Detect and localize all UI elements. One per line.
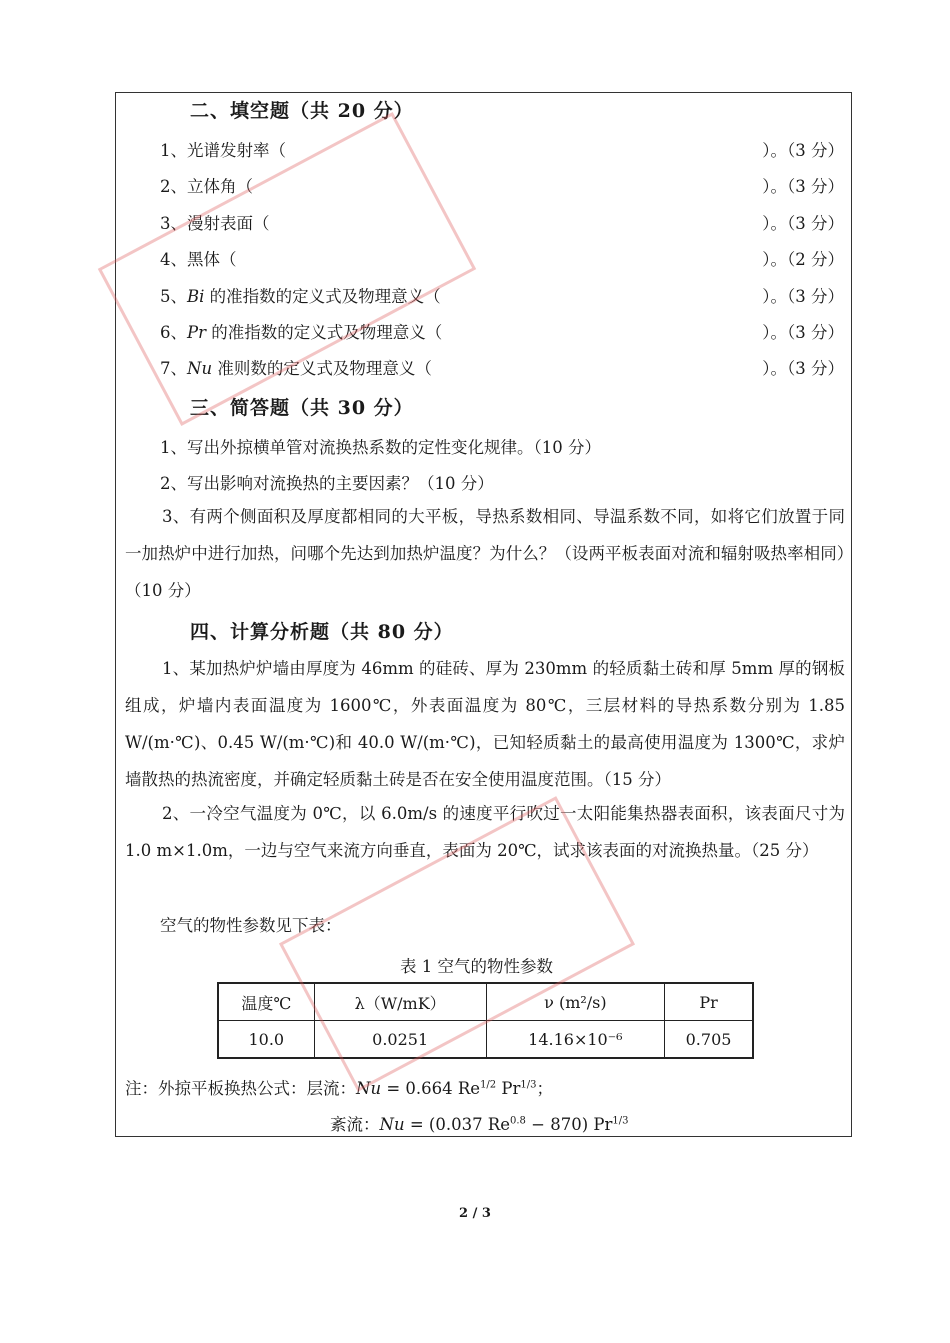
fill-item-5-var: Bi [187, 287, 205, 306]
fill-item-7-var: Nu [187, 359, 213, 378]
calc-question-1 [125, 650, 845, 798]
table-caption: 表 1 空气的物性参数 [400, 957, 553, 976]
section4-title: 四、计算分析题（共 80 分） [190, 621, 454, 643]
fill-item-7-num: 7、 [160, 359, 187, 378]
table-cell: 0.0251 [314, 1021, 486, 1059]
fill-item-3-points: ）。（3 分） [762, 214, 844, 233]
short-answer-3 [125, 498, 845, 609]
turb-exp2: 1/3 [612, 1115, 629, 1127]
laminar-exp1: 1/2 [480, 1079, 497, 1091]
laminar-lhs: Nu [356, 1079, 382, 1098]
page-number: 2 / 3 [459, 1206, 491, 1221]
short-answer-1: 1、写出外掠横单管对流换热系数的定性变化规律。（10 分） [160, 438, 601, 457]
fill-item-5-rest: 的准指数的定义式及物理意义（ [204, 287, 441, 306]
fill-item-5-num: 5、 [160, 287, 187, 306]
laminar-end: ； [536, 1079, 553, 1098]
short-answer-3-text: 3、有两个侧面积及厚度都相同的大平板，导热系数相同、导温系数不同，如将它们放置于同一加热炉中进行加热，问哪个先达到加热炉温度？为什么？（设两平板表面对流和辐射吸热率相同）（10 分） [125, 507, 845, 600]
fill-item-4-points: ）。（2 分） [762, 250, 844, 269]
laminar-exp2: 1/3 [520, 1079, 537, 1091]
short-answer-2: 2、写出影响对流换热的主要因素？（10 分） [160, 474, 494, 493]
table-header-cell: ν (m²/s) [486, 983, 664, 1021]
formula-note-laminar [125, 1075, 553, 1099]
fill-item-1-points: ）。（3 分） [762, 141, 844, 160]
turb-prefix: 紊流： [330, 1115, 380, 1134]
table-header-cell: 温度℃ [218, 983, 314, 1021]
turb-mid: − 870) Pr [525, 1115, 613, 1134]
table-row [218, 1021, 753, 1059]
table-header-cell: λ（W/mK） [314, 983, 486, 1021]
fill-item-2: 2、立体角（ [160, 177, 253, 196]
fill-item-7-points: ）。（3 分） [762, 359, 844, 378]
turb-lhs: Nu [379, 1115, 405, 1134]
fill-item-1: 1、光谱发射率（ [160, 141, 286, 160]
table-header-cell: Pr [665, 983, 753, 1021]
section2-title: 二、填空题（共 20 分） [190, 100, 414, 122]
fill-item-6-num: 6、 [160, 323, 187, 342]
fill-item-4: 4、黑体（ [160, 250, 237, 269]
turb-rhs: = (0.037 Re [404, 1115, 510, 1134]
table-cell: 0.705 [665, 1021, 753, 1059]
fill-item-6-rest: 的准指数的定义式及物理意义（ [206, 323, 443, 342]
table-intro: 空气的物性参数见下表： [160, 916, 342, 935]
fill-item-2-points: ）。（3 分） [762, 177, 844, 196]
fill-item-6-var: Pr [187, 323, 206, 342]
laminar-mid: Pr [496, 1079, 521, 1098]
turb-exp1: 0.8 [510, 1115, 526, 1127]
fill-item-6-points: ）。（3 分） [762, 323, 844, 342]
fill-item-3: 3、漫射表面（ [160, 214, 270, 233]
section3-title: 三、简答题（共 30 分） [190, 397, 414, 419]
formula-note-turbulent [330, 1111, 628, 1135]
note-prefix: 注：外掠平板换热公式：层流： [125, 1079, 356, 1098]
laminar-rhs: = 0.664 Re [381, 1079, 481, 1098]
fill-item-7-rest: 准则数的定义式及物理意义（ [212, 359, 432, 378]
calc-question-2-text: 2、一冷空气温度为 0℃，以 6.0m/s 的速度平行吹过一太阳能集热器表面积，该表面尺寸为 1.0 m×1.0m，一边与空气来流方向垂直，表面为 20℃，试求该表面的对流换热量。（25 分） [125, 804, 845, 860]
calc-question-1-text: 1、某加热炉炉墙由厚度为 46mm 的硅砖、厚为 230mm 的轻质黏土砖和厚 5mm 厚的钢板组成，炉墙内表面温度为 1600℃，外表面温度为 80℃，三层材料的导热系数分别为 1.85 W/(m·℃)、0.45 W/(m·℃)和 40.0 W/(m·℃)，已知轻质黏土的最高使用温度为 1300℃，求炉墙散热的热流密度，并确定轻质黏土砖是否在安全使用温度范围。（15 分） [125, 659, 845, 789]
fill-item-5-points: ）。（3 分） [762, 287, 844, 306]
table-cell: 10.0 [218, 1021, 314, 1059]
table-cell: 14.16×10⁻⁶ [486, 1021, 664, 1059]
